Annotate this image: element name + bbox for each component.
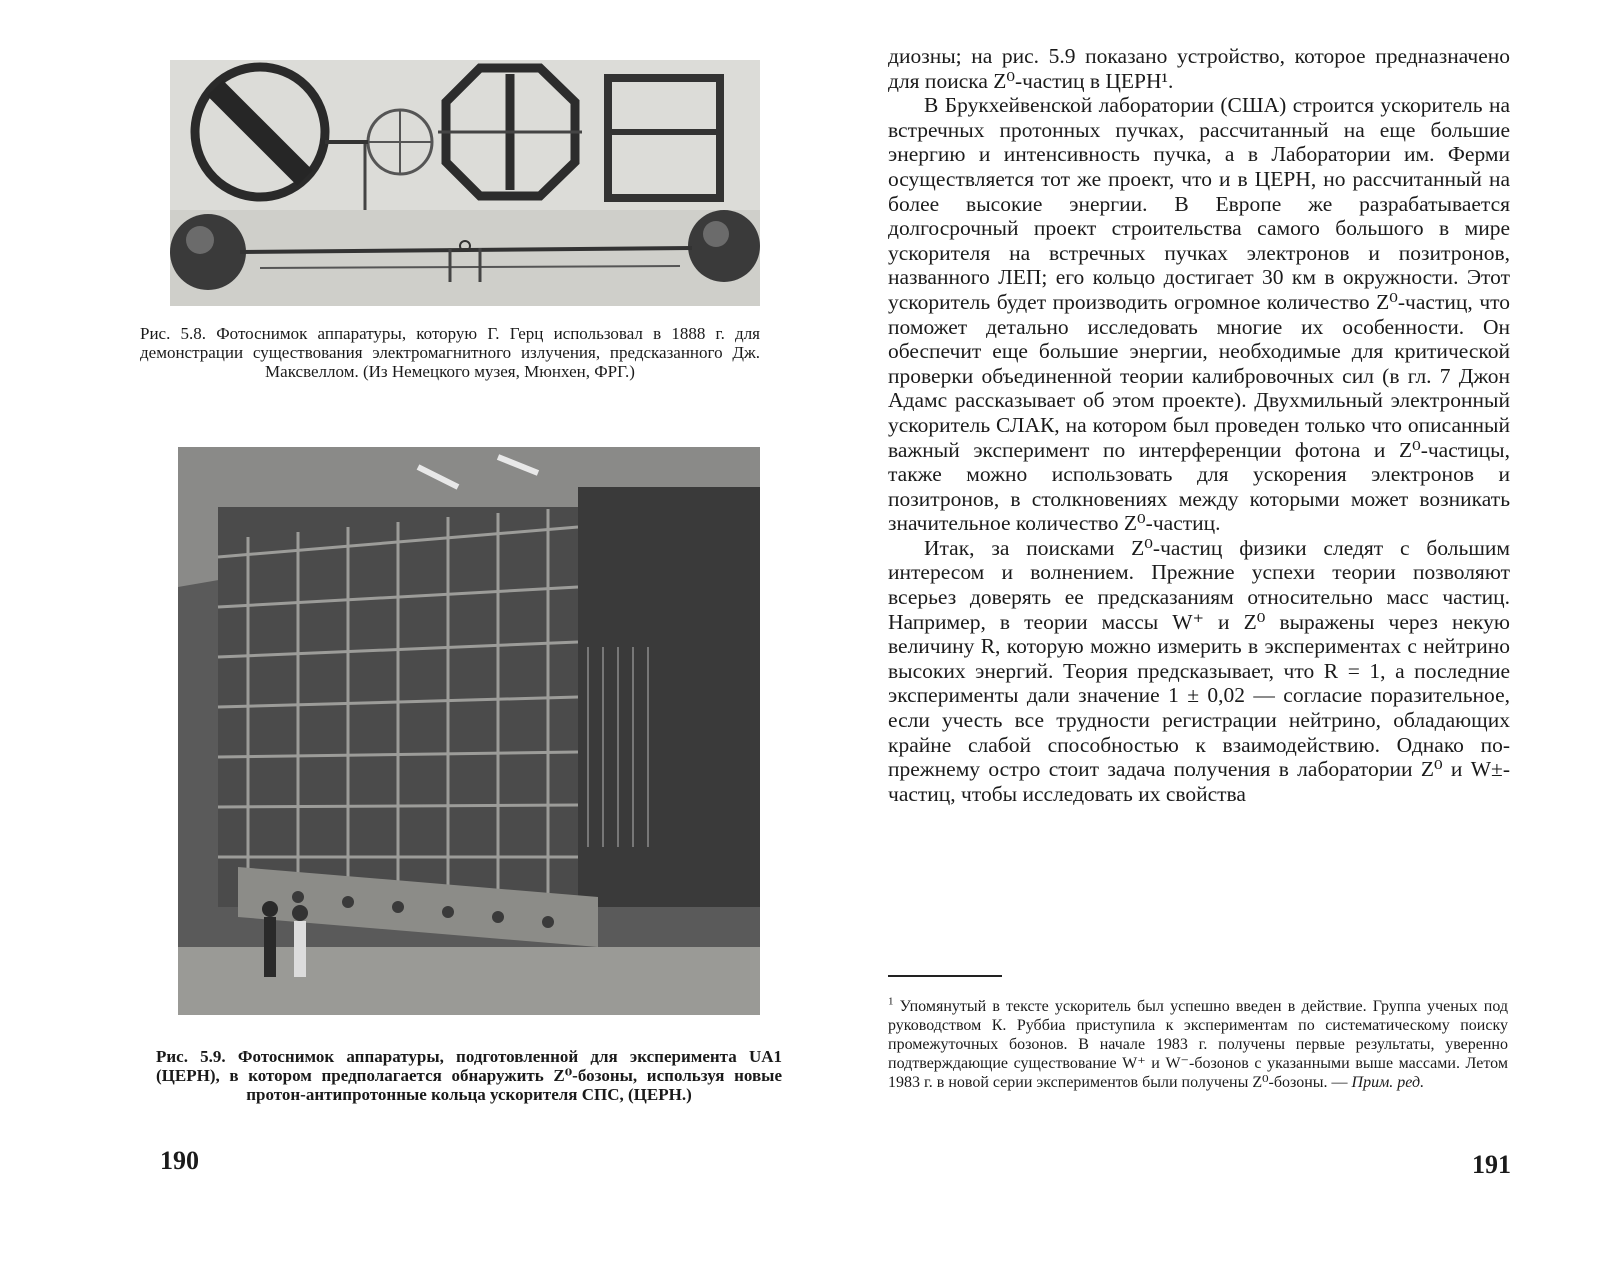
figure-5-9-caption: Рис. 5.9. Фотоснимок аппаратуры, подготовленной для эксперимента UA1 (ЦЕРН), в котором предполагается обнаружить Z⁰-бозоны, используя новые протон-антипротонные кольца ускорителя СПС, (ЦЕРН.)	[156, 1047, 782, 1104]
figure-5-8-photo	[170, 60, 760, 306]
paragraph-1: диозны; на рис. 5.9 показано устройство, которое предназначено для поиска Z⁰-частиц в ЦЕРН¹.	[888, 44, 1510, 93]
footnote-rule	[888, 975, 1002, 977]
footnote-editor-note: Прим. ред.	[1351, 1074, 1425, 1091]
body-text	[888, 44, 1510, 806]
page-number-left: 190	[160, 1146, 199, 1175]
figure-5-8-caption: Рис. 5.8. Фотоснимок аппаратуры, которую Г. Герц использовал в 1888 г. для демонстрации существования электромагнитного излучения, предсказанного Дж. Максвеллом. (Из Немецкого музея, Мюнхен, ФРГ.)	[140, 324, 760, 381]
hertz-apparatus-image	[170, 60, 760, 306]
footnote-marker: 1	[888, 995, 894, 1008]
ua1-apparatus-image	[178, 447, 760, 1015]
footnote	[888, 997, 1508, 1092]
figure-5-9-photo	[178, 447, 760, 1015]
page-number-right: 191	[1472, 1150, 1511, 1179]
right-page	[800, 0, 1600, 1275]
footnote-text: Упомянутый в тексте ускоритель был успешно введен в действие. Группа ученых под руководством К. Руббиа приступила к экспериментам по систематическому поиску промежуточных бозонов. В начале 1983 г. получены первые результаты, уверенно подтверждающие существование W⁺ и W⁻-бозонов с указанными выше массами. Летом 1983 г. в новой серии экспериментов были получены Z⁰-бозоны. —	[888, 998, 1508, 1091]
paragraph-3: Итак, за поисками Z⁰-частиц физики следят с большим интересом и волнением. Прежние успехи теории позволяют всерьез доверять ее предсказаниям относительно масс частиц. Например, в теории массы W⁺ и Z⁰ выражены через некую величину R, которую можно измерить в экспериментах с нейтрино высоких энергий. Теория предсказывает, что R = 1, а последние эксперименты дали значение 1 ± 0,02 — согласие поразительное, если учесть все трудности регистрации нейтрино, обладающих крайне слабой способностью к взаимодействию. Однако по-прежнему остро стоит задача получения в лаборатории Z⁰ и W±-частиц, чтобы исследовать их свойства	[888, 535, 1510, 806]
paragraph-2: В Брукхейвенской лаборатории (США) строится ускоритель на встречных протонных пучках, рассчитанный на еще большие энергию и интенсивность пучка, а в Лаборатории им. Ферми осуществляется тот же проект, что и в ЦЕРН, но рассчитанный на более высокие энергии. В Европе же разрабатывается долгосрочный проект строительства самого большого в мире ускорителя на встречных пучках электронов и позитронов, названного ЛЕП; его кольцо достигает 30 км в окружности. Этот ускоритель будет производить огромное количество Z⁰-частиц, что поможет детально исследовать многие их особенности. Он обеспечит еще большие энергии, необходимые для критической проверки объединенной теории калибровочных сил (в гл. 7 Джон Адамс рассказывает об этом проекте). Двухмильный электронный ускоритель СЛАК, на котором был проведен только что описанный важный эксперимент по интерференции фотона и Z⁰-частицы, также можно использовать для ускорения электронов и позитронов, в столкновениях между которыми может возникать значительное количество Z⁰-частиц.	[888, 93, 1510, 536]
